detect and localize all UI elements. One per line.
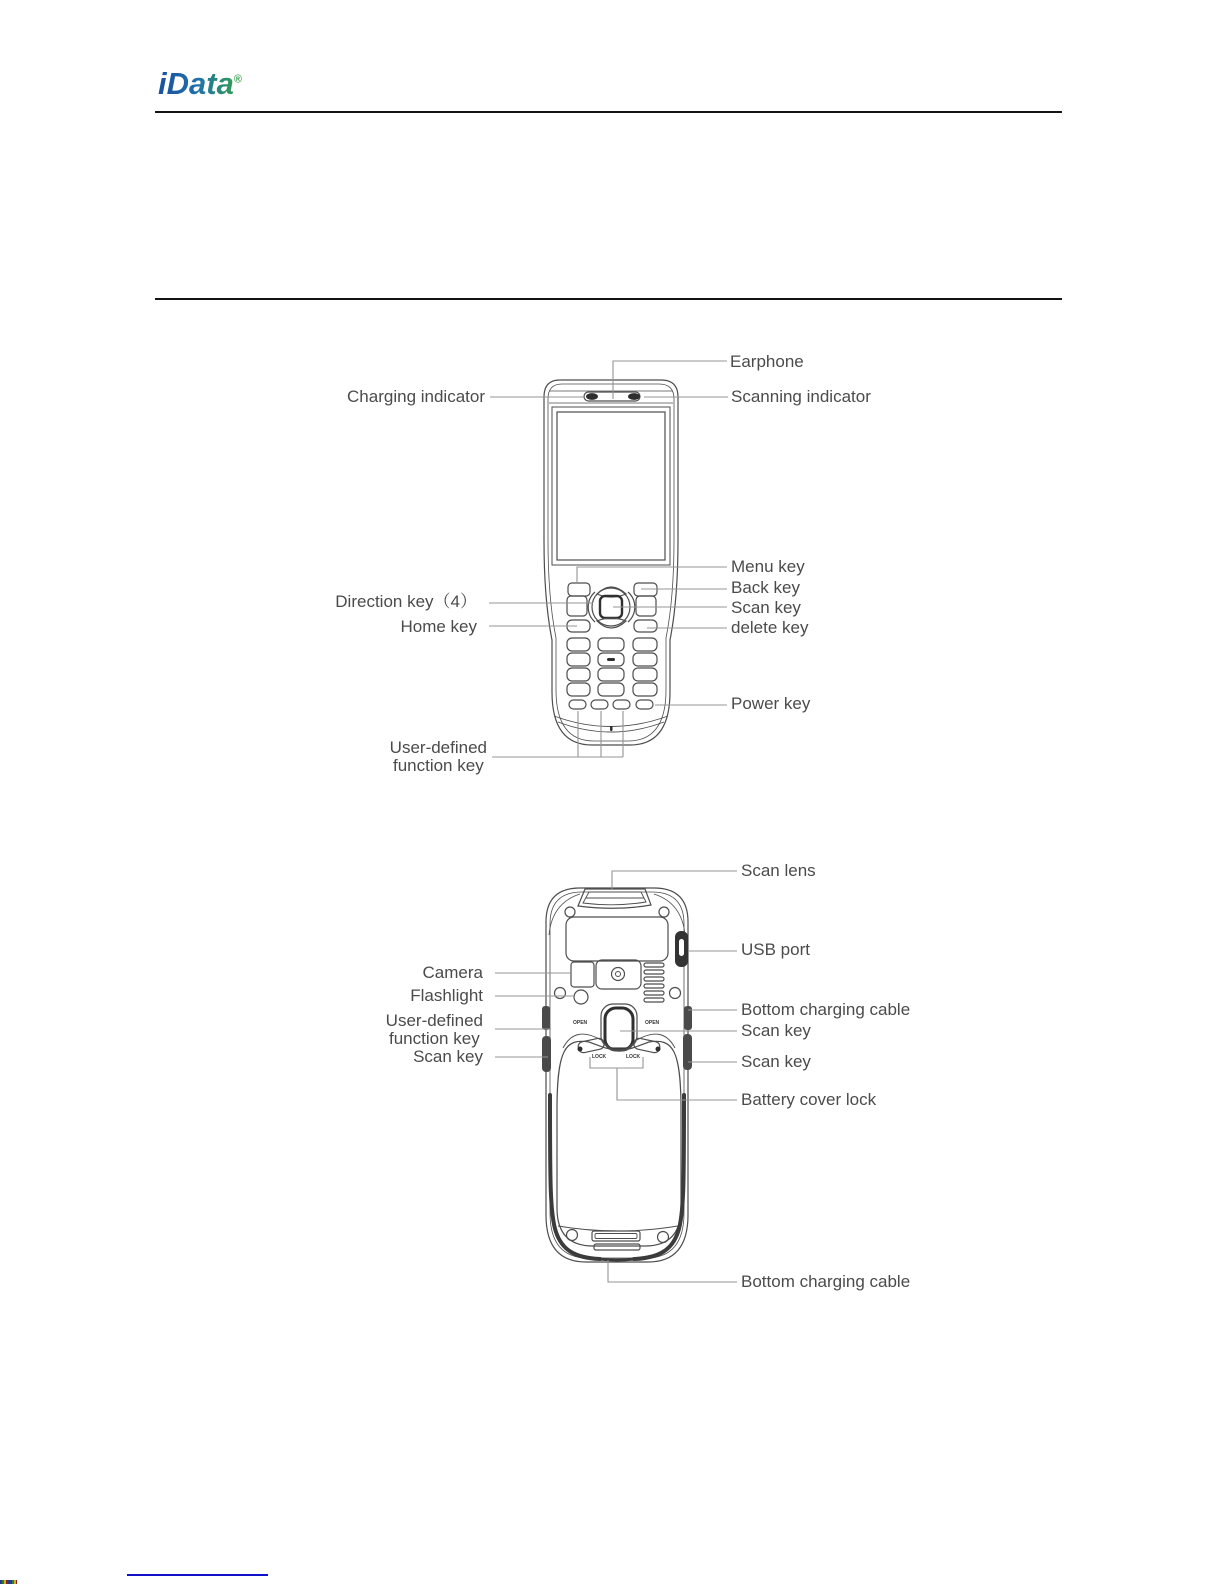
leader-menu-key (577, 567, 727, 582)
open-text-right: OPEN (645, 1020, 660, 1026)
leader-scan-lens (612, 871, 737, 890)
leader-battery-cover-lock (590, 1057, 737, 1100)
user-defined-function-key-label-front (390, 739, 487, 775)
usb-port (675, 931, 688, 967)
leader-user-defined-keys (492, 711, 623, 757)
user-defined-line2: function key (392, 756, 484, 775)
camera-lens (612, 968, 625, 981)
user-function-key-1 (569, 700, 586, 709)
back-leader-lines (495, 871, 737, 1282)
footer-link-underline (127, 1574, 268, 1576)
scan-key-left-label: Scan key (413, 1047, 483, 1066)
user-defined-back-line2: function key (388, 1029, 480, 1048)
power-key (636, 700, 653, 709)
scan-key-right-2-label: Scan key (741, 1052, 811, 1071)
right-side-key (636, 596, 656, 616)
direction-key-label: Direction key（4） (335, 592, 477, 611)
camera (571, 962, 594, 987)
right-scan-side-key (683, 1034, 692, 1070)
user-defined-function-key-label-back (386, 1012, 483, 1048)
delete-key (634, 620, 657, 632)
logo-text: iData (158, 66, 234, 101)
scanning-indicator-led (628, 393, 640, 400)
registered-mark: ® (233, 73, 242, 86)
screen-bezel (552, 407, 670, 565)
flashlight (574, 990, 588, 1004)
usb-port-label: USB port (741, 940, 810, 959)
screw-mid-right (670, 988, 681, 999)
battery-cover (557, 1034, 681, 1246)
charging-indicator-label: Charging indicator (347, 387, 485, 406)
user-defined-line1: User-defined (389, 738, 487, 757)
scanning-indicator-label: Scanning indicator (731, 387, 871, 406)
screen (557, 412, 665, 560)
scan-lens-label: Scan lens (741, 861, 816, 880)
menu-key-label: Menu key (731, 557, 805, 576)
camera-module (596, 960, 641, 989)
scan-trigger (601, 1004, 637, 1051)
bottom-charging-contacts (592, 1231, 640, 1250)
menu-key (568, 583, 590, 596)
home-key-label: Home key (400, 617, 477, 636)
leader-bottom-charging-cable-2 (608, 1260, 737, 1282)
page-edge-artifact (0, 1580, 17, 1584)
bottom-charging-cable-2-label: Bottom charging cable (741, 1272, 911, 1291)
front-leader-lines (489, 361, 728, 757)
delete-key-label: delete key (731, 618, 809, 637)
lock-text-left: LOCK (592, 1054, 607, 1060)
camera-label: Camera (422, 963, 483, 982)
user-function-key-2 (591, 700, 608, 709)
power-key-label: Power key (731, 694, 811, 713)
back-key-label: Back key (731, 578, 800, 597)
user-defined-back-line1: User-defined (385, 1011, 483, 1030)
bottom-charging-cable-label: Bottom charging cable (741, 1000, 911, 1019)
scan-key-right-1-label: Scan key (741, 1021, 811, 1040)
screw-top-left (565, 907, 575, 917)
microphone-hole (610, 726, 613, 731)
screw-bottom-right (658, 1232, 669, 1243)
front-device-drawing (544, 380, 678, 745)
screw-bottom-left (567, 1230, 578, 1241)
scan-key-label: Scan key (731, 598, 801, 617)
earphone-label: Earphone (730, 352, 804, 371)
screw-top-right (659, 907, 669, 917)
user-defined-side-key (542, 1006, 550, 1030)
left-side-key (567, 596, 587, 616)
left-scan-side-key (542, 1036, 551, 1072)
back-panel (566, 917, 668, 961)
open-text-left: OPEN (573, 1020, 588, 1026)
scan-lens (578, 889, 651, 908)
charging-indicator-led (586, 393, 598, 400)
lock-text-right: LOCK (626, 1054, 641, 1060)
user-function-key-3 (613, 700, 630, 709)
flashlight-label: Flashlight (410, 986, 483, 1005)
battery-cover-lock-label: Battery cover lock (741, 1090, 877, 1109)
speaker-grille (644, 963, 664, 1002)
screw-mid-left (555, 988, 566, 999)
